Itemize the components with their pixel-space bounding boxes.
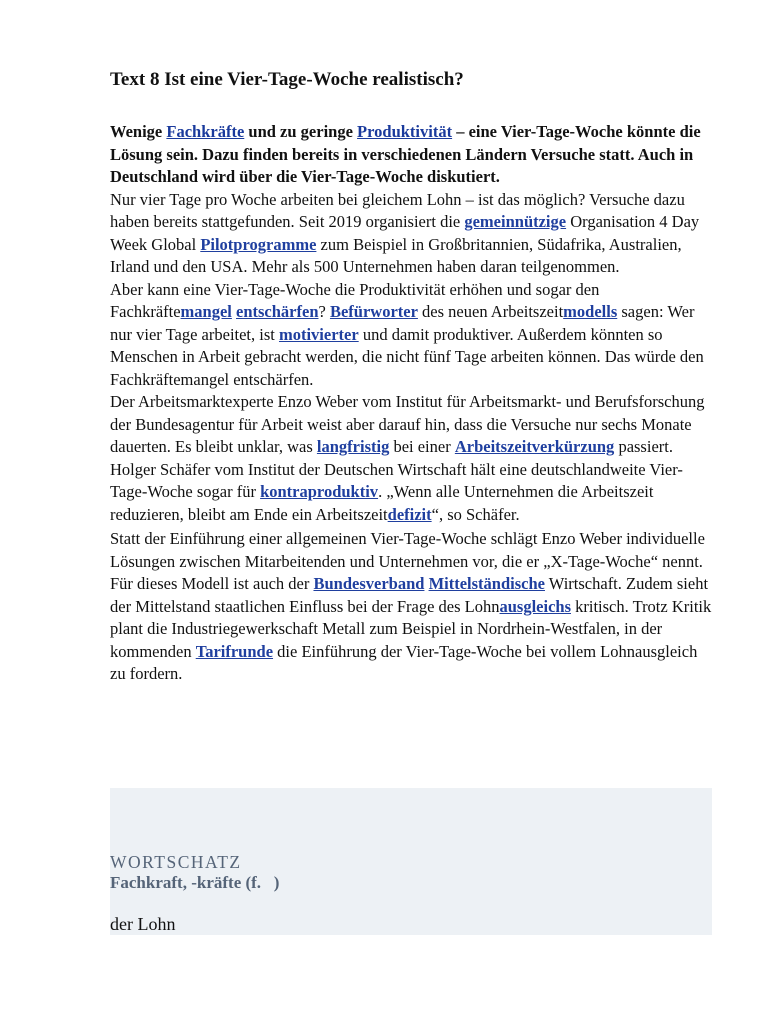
paragraph-text: “, so Schäfer. bbox=[431, 504, 520, 524]
lead-text: und zu geringe bbox=[244, 122, 358, 141]
paragraph-4 bbox=[110, 528, 715, 686]
vocab-link-pilotprogramme[interactable]: Pilotprogramme bbox=[200, 234, 317, 254]
vocab-link-mittelstaendische[interactable]: Mittelständische bbox=[428, 574, 545, 593]
paragraph-2 bbox=[110, 279, 715, 392]
vocabulary-word: der Lohn bbox=[110, 914, 176, 934]
paragraph-text: die Einführung der Vier-Tage-Woche bei vollem Lohnausgleich zu fordern. bbox=[110, 641, 698, 683]
vocab-link-bundesverband[interactable]: Bundesverband bbox=[313, 574, 425, 593]
vocab-link-defizit[interactable]: defizit bbox=[387, 504, 432, 524]
paragraph-text: ? bbox=[318, 302, 330, 321]
paragraph-text: Nur vier Tage pro Woche arbeiten bei gleichem Lohn – ist das möglich? Versuche dazu haben bereits stattgefunden. Seit 2019 organisiert die bbox=[110, 189, 685, 231]
paragraph-text: . „Wenn alle Unternehmen die Arbeitszeit reduzieren, bleibt am Ende ein Arbeitszeit bbox=[110, 482, 654, 524]
paragraph-text: sagen: Wer nur vier Tage arbeitet, ist bbox=[110, 302, 695, 344]
paragraph-text: Aber kann eine Vier-Tage-Woche die Produktivität erhöhen und sogar den Fachkräfte bbox=[110, 279, 600, 321]
vocab-link-fachkraefte[interactable]: Fachkräfte bbox=[166, 122, 245, 141]
vocab-link-tarifrunde[interactable]: Tarifrunde bbox=[195, 641, 274, 661]
lead-text: – eine Vier-Tage-Woche könnte die Lösung sein. Dazu finden bereits in verschiedenen Ländern Versuche statt. Auch in Deutschland wird über die Vier-Tage-Woche diskutiert. bbox=[110, 122, 701, 186]
paragraph-text: bei einer bbox=[389, 437, 455, 456]
paragraph-3 bbox=[110, 391, 715, 526]
article bbox=[110, 68, 715, 686]
paragraph-text: Statt der Einführung einer allgemeinen Vier-Tage-Woche schlägt Enzo Weber individuelle Lösungen zwischen Mitarbeitenden und Unternehmen vor, die er „X-Tage-Woche“ nennt. Für dieses Modell ist auch der bbox=[110, 529, 705, 593]
paragraph-text: des neuen Arbeitszeit bbox=[417, 302, 564, 321]
vocab-link-arbeitszeitverkuerzung[interactable]: Arbeitszeitverkürzung bbox=[454, 437, 615, 456]
vocab-link-motivierter[interactable]: motivierter bbox=[278, 324, 359, 344]
vocab-link-ausgleichs[interactable]: ausgleichs bbox=[499, 596, 571, 616]
vocabulary-term: Fachkraft, -kräfte (f. ) bbox=[110, 873, 280, 892]
vocab-link-mangel[interactable]: mangel bbox=[180, 302, 232, 321]
paragraph-text: und damit produktiver. Außerdem könnten so Menschen in Arbeit gebracht werden, die nicht fünf Tage arbeiten können. Das würde den Fachkräftemangel entschärfen. bbox=[110, 324, 704, 389]
lead-text: Wenige bbox=[110, 122, 167, 141]
lead-paragraph bbox=[110, 121, 715, 189]
vocab-link-langfristig[interactable]: langfristig bbox=[316, 437, 390, 456]
paragraph-text: Organisation 4 Day Week Global bbox=[110, 212, 700, 254]
paragraph-1 bbox=[110, 189, 715, 279]
paragraph-text: passiert. Holger Schäfer vom Institut der Deutschen Wirtschaft hält eine deutschlandweite Vier-Tage-Woche sogar für bbox=[110, 437, 683, 501]
paragraph-text: kritisch. Trotz Kritik plant die Industriegewerkschaft Metall zum Beispiel in Nordrhein-Westfalen, in der kommenden bbox=[110, 596, 712, 661]
paragraph-text: zum Beispiel in Großbritannien, Südafrika, Australien, Irland und den USA. Mehr als 500 Unternehmen haben daran teilgenommen. bbox=[110, 234, 682, 276]
vocab-link-befuerworter[interactable]: Befürworter bbox=[329, 302, 418, 321]
paragraph-text: Der Arbeitsmarktexperte Enzo Weber vom Institut für Arbeitsmarkt- und Berufsforschung der Bundesagentur für Arbeit weist aber darauf hin, dass die Versuche nur sechs Monate dauerten. Es bleibt unklar, was bbox=[110, 392, 705, 456]
vocab-link-modells[interactable]: modells bbox=[563, 302, 618, 321]
vocabulary-box bbox=[110, 788, 712, 935]
vocab-link-entschaerfen[interactable]: entschärfen bbox=[236, 302, 319, 321]
paragraph-text: Wirtschaft. Zudem sieht der Mittelstand staatlichen Einfluss bei der Frage des Lohn bbox=[110, 574, 709, 616]
vocab-link-gemeinnuetzige[interactable]: gemeinnützige bbox=[464, 212, 567, 231]
vocab-link-produktivitaet[interactable]: Produktivität bbox=[357, 122, 453, 141]
article-title: Text 8 Ist eine Vier-Tage-Woche realistisch? bbox=[110, 69, 464, 90]
vocabulary-heading: WORTSCHATZ bbox=[110, 852, 242, 872]
vocab-link-kontraproduktiv[interactable]: kontraproduktiv bbox=[260, 482, 379, 501]
